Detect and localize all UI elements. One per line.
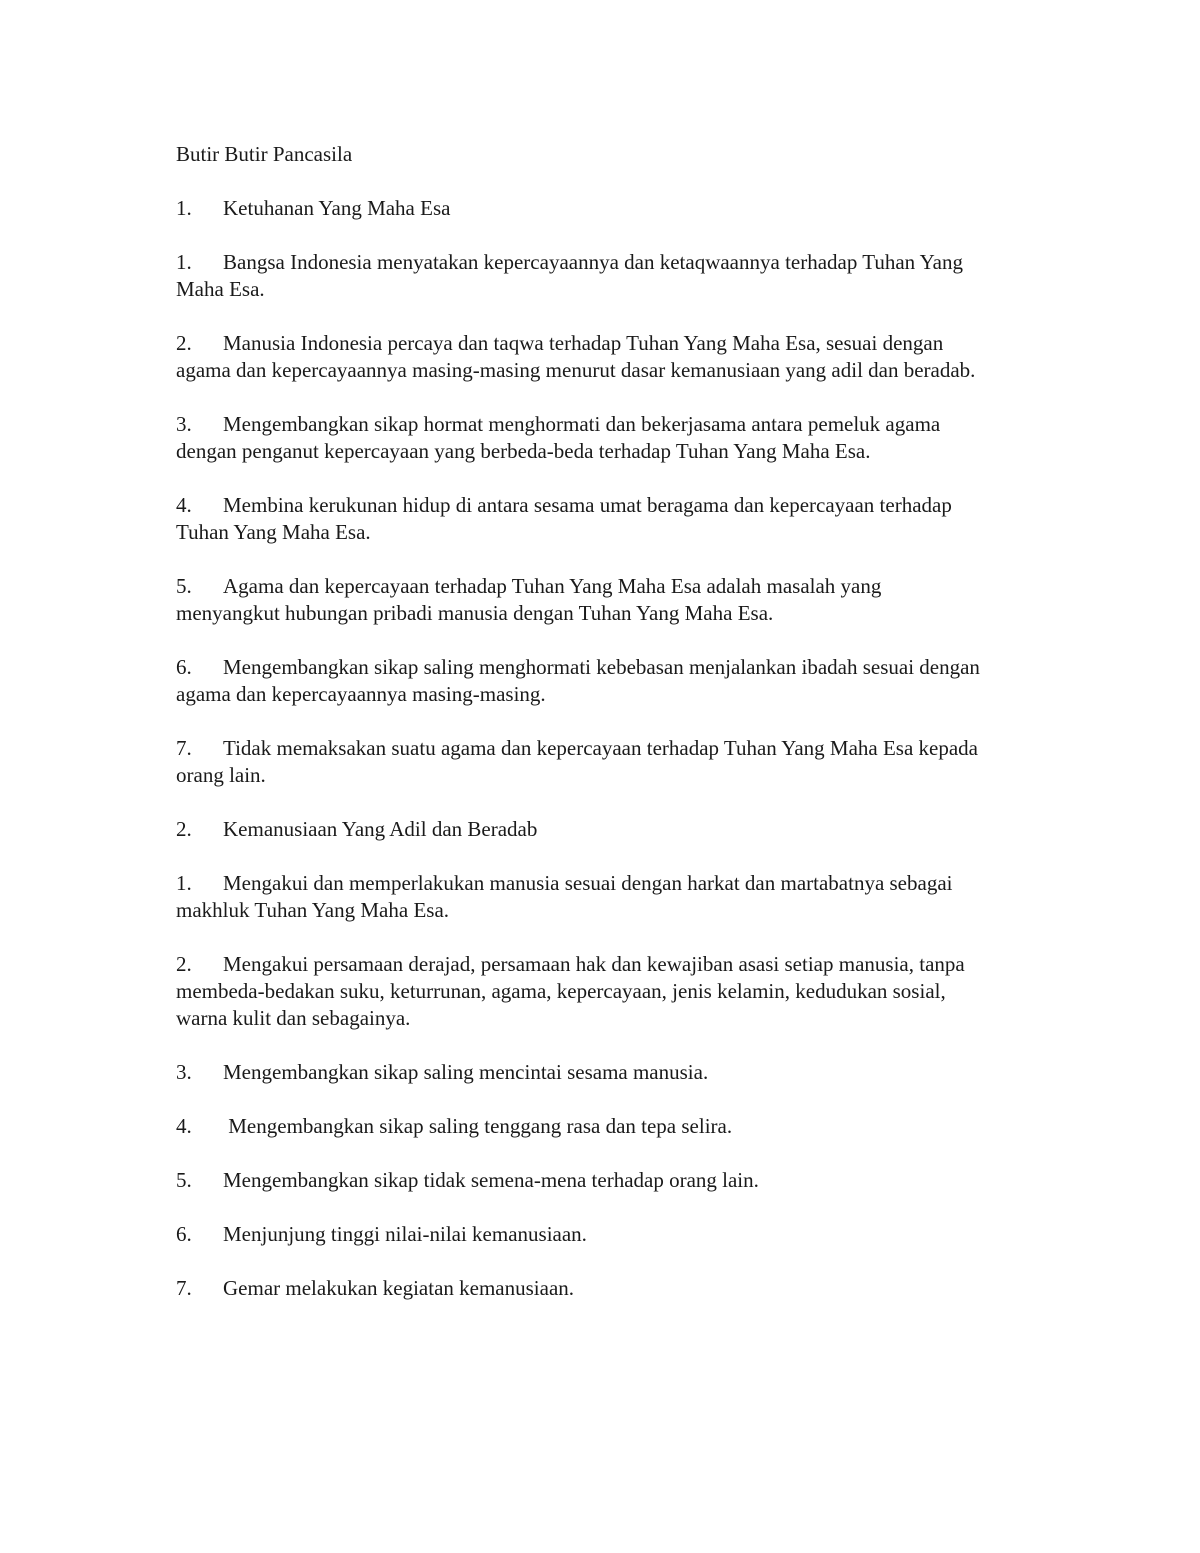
item-text: Mengakui persamaan derajad, persamaan hak dan kewajiban asasi setiap manusia, tanpa membeda-bedakan suku, keturrunan, agama, kepercayaan, jenis kelamin, kedudukan sosial, warna kulit dan sebagainya. [176,952,965,1030]
item-number: 5. [176,574,192,598]
item-number: 6. [176,1222,192,1246]
item-number: 7. [176,1276,192,1300]
item-text: Manusia Indonesia percaya dan taqwa terhadap Tuhan Yang Maha Esa, sesuai dengan agama dan kepercayaannya masing-masing menurut dasar kemanusiaan yang adil dan beradab. [176,331,976,382]
list-item [176,1113,986,1140]
list-item [176,1059,986,1086]
list-item [176,1167,986,1194]
item-number: 1. [176,871,192,895]
item-text: Mengembangkan sikap hormat menghormati dan bekerjasama antara pemeluk agama dengan penganut kepercayaan yang berbeda-beda terhadap Tuhan Yang Maha Esa. [176,412,941,463]
item-number: 2. [176,952,192,976]
list-item [176,1221,986,1248]
item-number: 4. [176,493,192,517]
item-text: Mengakui dan memperlakukan manusia sesuai dengan harkat dan martabatnya sebagai makhluk Tuhan Yang Maha Esa. [176,871,953,922]
section-number: 1. [176,196,192,220]
item-text: Mengembangkan sikap tidak semena-mena terhadap orang lain. [223,1168,759,1192]
list-item [176,870,986,924]
section-number: 2. [176,817,192,841]
item-number: 3. [176,1060,192,1084]
item-text: Membina kerukunan hidup di antara sesama umat beragama dan kepercayaan terhadap Tuhan Yang Maha Esa. [176,493,952,544]
section-heading [176,195,986,222]
item-number: 2. [176,331,192,355]
section-heading [176,816,986,843]
item-number: 5. [176,1168,192,1192]
item-text: Agama dan kepercayaan terhadap Tuhan Yang Maha Esa adalah masalah yang menyangkut hubungan pribadi manusia dengan Tuhan Yang Maha Esa. [176,574,882,625]
section-heading-text: Ketuhanan Yang Maha Esa [223,196,451,220]
list-item [176,411,986,465]
item-text: Mengembangkan sikap saling mencintai sesama manusia. [223,1060,709,1084]
item-text: Gemar melakukan kegiatan kemanusiaan. [223,1276,575,1300]
item-number: 4. [176,1114,192,1138]
item-number: 7. [176,736,192,760]
document-title: Butir Butir Pancasila [176,142,353,166]
item-number: 3. [176,412,192,436]
item-text: Menjunjung tinggi nilai-nilai kemanusiaan. [223,1222,587,1246]
item-text: Bangsa Indonesia menyatakan kepercayaannya dan ketaqwaannya terhadap Tuhan Yang Maha Esa. [176,250,964,301]
item-text: Mengembangkan sikap saling tenggang rasa dan tepa selira. [223,1114,733,1138]
item-number: 6. [176,655,192,679]
list-item [176,1275,986,1302]
item-number: 1. [176,250,192,274]
list-item [176,249,986,303]
section-heading-text: Kemanusiaan Yang Adil dan Beradab [223,817,538,841]
list-item [176,735,986,789]
item-text: Mengembangkan sikap saling menghormati kebebasan menjalankan ibadah sesuai dengan agama dan kepercayaannya masing-masing. [176,655,980,706]
list-item [176,330,986,384]
document-body [176,141,986,1329]
item-text: Tidak memaksakan suatu agama dan kepercayaan terhadap Tuhan Yang Maha Esa kepada orang lain. [176,736,979,787]
list-item [176,654,986,708]
list-item [176,492,986,546]
list-item [176,573,986,627]
list-item [176,951,986,1032]
